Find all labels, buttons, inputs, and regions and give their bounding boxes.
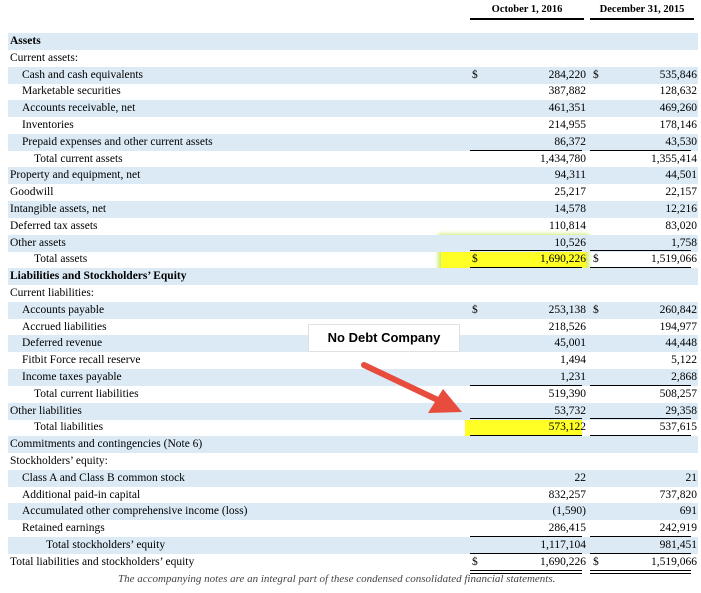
value-december-2015: 1,519,066 [651, 253, 697, 266]
value-december-2015: 178,146 [659, 119, 697, 131]
row-label: Prepaid expenses and other current assets [22, 135, 213, 148]
row-label: Accumulated other comprehensive income (loss) [22, 505, 248, 518]
value-december-2015: 469,260 [659, 102, 697, 115]
value-december-2015: 44,501 [665, 169, 697, 182]
row-label: Intangible assets, net [10, 203, 107, 215]
value-december-2015: 1,519,066 [651, 555, 697, 568]
row-label: Income taxes payable [22, 371, 122, 383]
value-october-2016: 86,372 [554, 135, 586, 148]
value-october-2016: 1,231 [560, 371, 586, 383]
row-label: Accounts payable [22, 303, 105, 316]
row-label: Total assets [34, 253, 88, 266]
value-october-2016: 1,690,226 [540, 253, 586, 266]
row-label: Fitbit Force recall reserve [22, 354, 141, 367]
table-row [8, 83, 698, 100]
value-october-2016: 1,690,226 [540, 555, 586, 568]
value-october-2016: 45,001 [554, 337, 586, 350]
value-october-2016: 286,415 [548, 522, 586, 535]
row-label: Liabilities and Stockholders’ Equity [10, 270, 187, 283]
value-october-2016: 214,955 [548, 119, 586, 131]
row-label: Other liabilities [10, 404, 82, 417]
footnote: The accompanying notes are an integral part of these condensed consolidated financial statements. [118, 573, 556, 585]
value-october-2016: 1,434,780 [540, 152, 586, 165]
row-label: Inventories [22, 119, 74, 131]
value-october-2016: (1,590) [552, 505, 586, 518]
row-label: Other assets [10, 236, 66, 249]
table-row [8, 33, 698, 50]
row-label: Goodwill [10, 186, 54, 199]
row-label: Commitments and contingencies (Note 6) [10, 438, 203, 451]
value-october-2016: 573,122 [548, 421, 586, 434]
table-row [8, 554, 698, 571]
value-december-2015: 737,820 [659, 488, 697, 501]
table-row [8, 235, 698, 252]
table-row [8, 419, 698, 436]
value-december-2015: 691 [679, 505, 697, 518]
table-row [8, 151, 698, 168]
dollar-sign: $ [472, 68, 478, 81]
row-label: Class A and Class B common stock [22, 471, 185, 484]
row-label: Accrued liabilities [22, 320, 107, 333]
row-label: Property and equipment, net [10, 169, 141, 182]
table-row [8, 100, 698, 117]
column-header-october-2016: October 1, 2016 [470, 4, 584, 20]
value-december-2015: 12,216 [665, 203, 697, 215]
dollar-sign: $ [593, 303, 599, 316]
table-row [8, 218, 698, 235]
table-row [8, 537, 698, 554]
column-header-december-2015: December 31, 2015 [590, 4, 694, 20]
value-october-2016: 519,390 [548, 387, 586, 400]
row-label: Current assets: [10, 51, 79, 64]
table-row [8, 520, 698, 537]
value-december-2015: 29,358 [665, 404, 697, 417]
value-october-2016: 1,117,104 [540, 539, 586, 551]
value-december-2015: 43,530 [665, 135, 697, 148]
row-label: Assets [10, 35, 41, 47]
dollar-sign: $ [472, 303, 478, 316]
row-label: Total stockholders’ equity [46, 539, 166, 551]
table-row [8, 453, 698, 470]
row-label: Deferred tax assets [10, 219, 98, 232]
no-debt-company-callout: No Debt Company [308, 324, 460, 352]
row-label: Deferred revenue [22, 337, 103, 350]
row-label: Cash and cash equivalents [22, 68, 144, 81]
table-row [8, 201, 698, 218]
row-label: Total current assets [34, 152, 123, 165]
row-label: Total liabilities [34, 421, 104, 434]
value-december-2015: 242,919 [659, 522, 697, 535]
value-december-2015: 44,448 [665, 337, 697, 350]
table-row [8, 50, 698, 67]
value-october-2016: 253,138 [548, 303, 586, 316]
value-october-2016: 1,494 [560, 354, 586, 367]
value-december-2015: 5,122 [671, 354, 697, 367]
table-row [8, 251, 698, 268]
value-december-2015: 128,632 [659, 85, 697, 98]
table-row [8, 67, 698, 84]
table-row [8, 470, 698, 487]
value-october-2016: 387,882 [548, 85, 586, 98]
table-row [8, 285, 698, 302]
row-label: Stockholders’ equity: [10, 455, 108, 467]
value-october-2016: 10,526 [554, 236, 586, 249]
table-row [8, 487, 698, 504]
dollar-sign: $ [593, 555, 599, 568]
value-october-2016: 14,578 [554, 203, 586, 215]
row-label: Accounts receivable, net [22, 102, 136, 115]
value-october-2016: 94,311 [554, 169, 586, 182]
value-october-2016: 284,220 [548, 68, 586, 81]
row-label: Additional paid-in capital [22, 488, 141, 501]
red-arrow-icon [350, 355, 470, 420]
table-row [8, 503, 698, 520]
value-december-2015: 537,615 [659, 421, 697, 434]
value-december-2015: 2,868 [671, 371, 697, 383]
row-label: Total liabilities and stockholders’ equity [10, 555, 195, 568]
table-row [8, 167, 698, 184]
value-october-2016: 218,526 [548, 320, 586, 333]
dollar-sign: $ [472, 253, 478, 266]
table-row [8, 302, 698, 319]
value-december-2015: 508,257 [659, 387, 697, 400]
value-october-2016: 53,732 [554, 404, 586, 417]
value-december-2015: 83,020 [665, 219, 697, 232]
table-row [8, 117, 698, 134]
dollar-sign: $ [593, 253, 599, 266]
value-december-2015: 260,842 [659, 303, 697, 316]
value-october-2016: 461,351 [548, 102, 586, 115]
table-row [8, 436, 698, 453]
value-october-2016: 22 [574, 471, 586, 484]
value-october-2016: 25,217 [554, 186, 586, 199]
value-december-2015: 21 [685, 471, 697, 484]
value-december-2015: 22,157 [665, 186, 697, 199]
value-december-2015: 1,758 [671, 236, 697, 249]
table-row [8, 184, 698, 201]
value-december-2015: 535,846 [659, 68, 697, 81]
value-december-2015: 194,977 [659, 320, 697, 333]
row-label: Total current liabilities [34, 387, 139, 400]
table-row [8, 268, 698, 285]
value-october-2016: 832,257 [548, 488, 586, 501]
dollar-sign: $ [472, 555, 478, 568]
row-label: Current liabilities: [10, 287, 94, 299]
row-label: Marketable securities [22, 85, 121, 98]
value-december-2015: 981,451 [659, 539, 697, 551]
value-december-2015: 1,355,414 [651, 152, 697, 165]
dollar-sign: $ [593, 68, 599, 81]
table-row [8, 134, 698, 151]
value-october-2016: 110,814 [549, 219, 586, 232]
row-label: Retained earnings [22, 522, 105, 535]
